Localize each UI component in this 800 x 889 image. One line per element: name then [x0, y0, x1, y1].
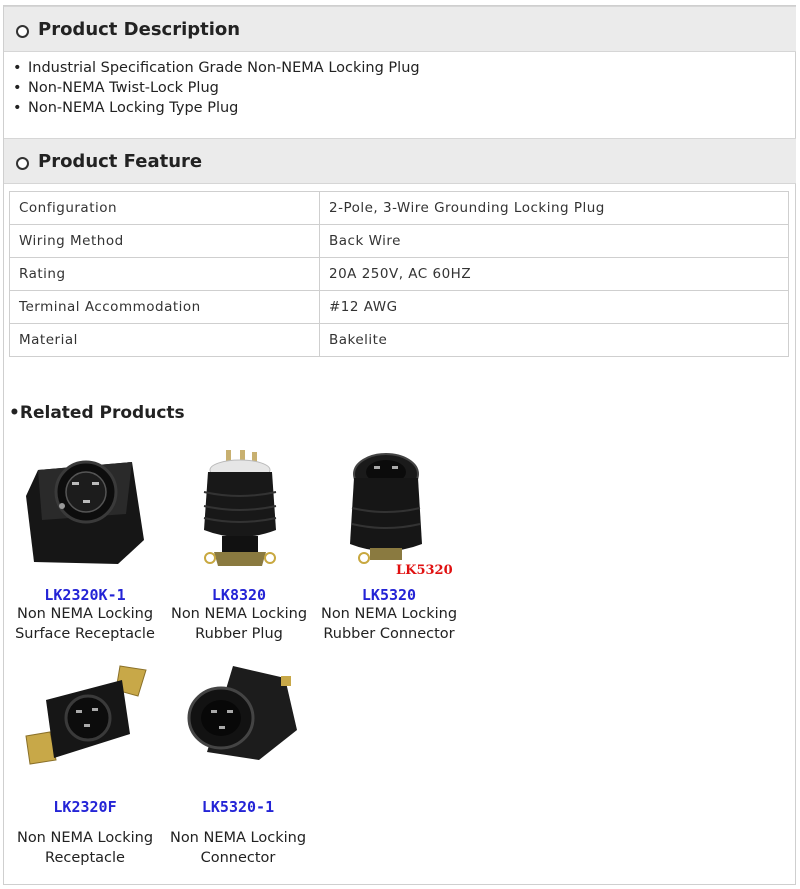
- feature-key: Material: [10, 324, 320, 357]
- product-name: Connector: [200, 850, 276, 866]
- surface-receptacle-image[interactable]: [20, 448, 150, 578]
- product-code-link[interactable]: LK2320K-1: [44, 586, 126, 604]
- circle-bullet-icon: [16, 25, 29, 38]
- product-name: Rubber Connector: [323, 626, 455, 642]
- feature-value: 20A 250V, AC 60HZ: [320, 258, 789, 291]
- table-row: [10, 225, 789, 258]
- product-card-lk5320[interactable]: [314, 448, 464, 644]
- product-code-link[interactable]: LK5320: [361, 586, 417, 604]
- product-name: Rubber Plug: [195, 626, 283, 642]
- feature-value: 2-Pole, 3-Wire Grounding Locking Plug: [320, 192, 789, 225]
- product-name: Non NEMA Locking: [169, 830, 307, 846]
- product-name: Non NEMA Locking: [320, 606, 458, 622]
- list-item: • Non-NEMA Locking Type Plug: [13, 100, 239, 116]
- feature-value: #12 AWG: [320, 291, 789, 324]
- description-title: Product Description: [38, 19, 241, 40]
- bullet-icon: •: [13, 60, 22, 76]
- list-item: • Non-NEMA Twist-Lock Plug: [13, 80, 219, 96]
- product-code-link[interactable]: LK5320-1: [201, 798, 275, 816]
- product-name: Non NEMA Locking: [16, 830, 154, 846]
- feature-key: Rating: [10, 258, 320, 291]
- product-card-lk2320k-1[interactable]: [8, 448, 162, 644]
- bullet-icon: •: [9, 403, 20, 423]
- feature-value: Bakelite: [320, 324, 789, 357]
- description-list: [8, 58, 420, 118]
- image-label: LK5320: [396, 563, 453, 578]
- table-row: [10, 324, 789, 357]
- product-card-lk5320-1[interactable]: [162, 660, 314, 868]
- list-item: • Industrial Specification Grade Non-NEMA Locking Plug: [13, 60, 420, 76]
- product-code-link[interactable]: LK2320F: [53, 798, 117, 816]
- bullet-icon: •: [13, 100, 22, 116]
- product-name: Receptacle: [45, 850, 125, 866]
- feature-table: [9, 191, 789, 357]
- bullet-icon: •: [13, 80, 22, 96]
- rubber-connector-image[interactable]: [334, 448, 444, 578]
- product-card-lk2320f[interactable]: [8, 660, 162, 868]
- feature-header: [4, 138, 796, 184]
- table-row: [10, 192, 789, 225]
- feature-key: Configuration: [10, 192, 320, 225]
- connector-image[interactable]: [173, 660, 303, 770]
- feature-key: Wiring Method: [10, 225, 320, 258]
- feature-value: Back Wire: [320, 225, 789, 258]
- circle-bullet-icon: [16, 157, 29, 170]
- product-name: Surface Receptacle: [15, 626, 155, 642]
- feature-key: Terminal Accommodation: [10, 291, 320, 324]
- table-row: [10, 291, 789, 324]
- product-code-link[interactable]: LK8320: [211, 586, 267, 604]
- table-row: [10, 258, 789, 291]
- description-header: [4, 6, 796, 52]
- feature-title: Product Feature: [38, 151, 203, 172]
- related-products-title: •Related Products: [9, 403, 185, 423]
- product-card-lk8320[interactable]: [163, 448, 315, 644]
- product-name: Non NEMA Locking: [170, 606, 308, 622]
- receptacle-image[interactable]: [20, 660, 150, 770]
- product-name: Non NEMA Locking: [16, 606, 154, 622]
- rubber-plug-image[interactable]: [184, 448, 294, 578]
